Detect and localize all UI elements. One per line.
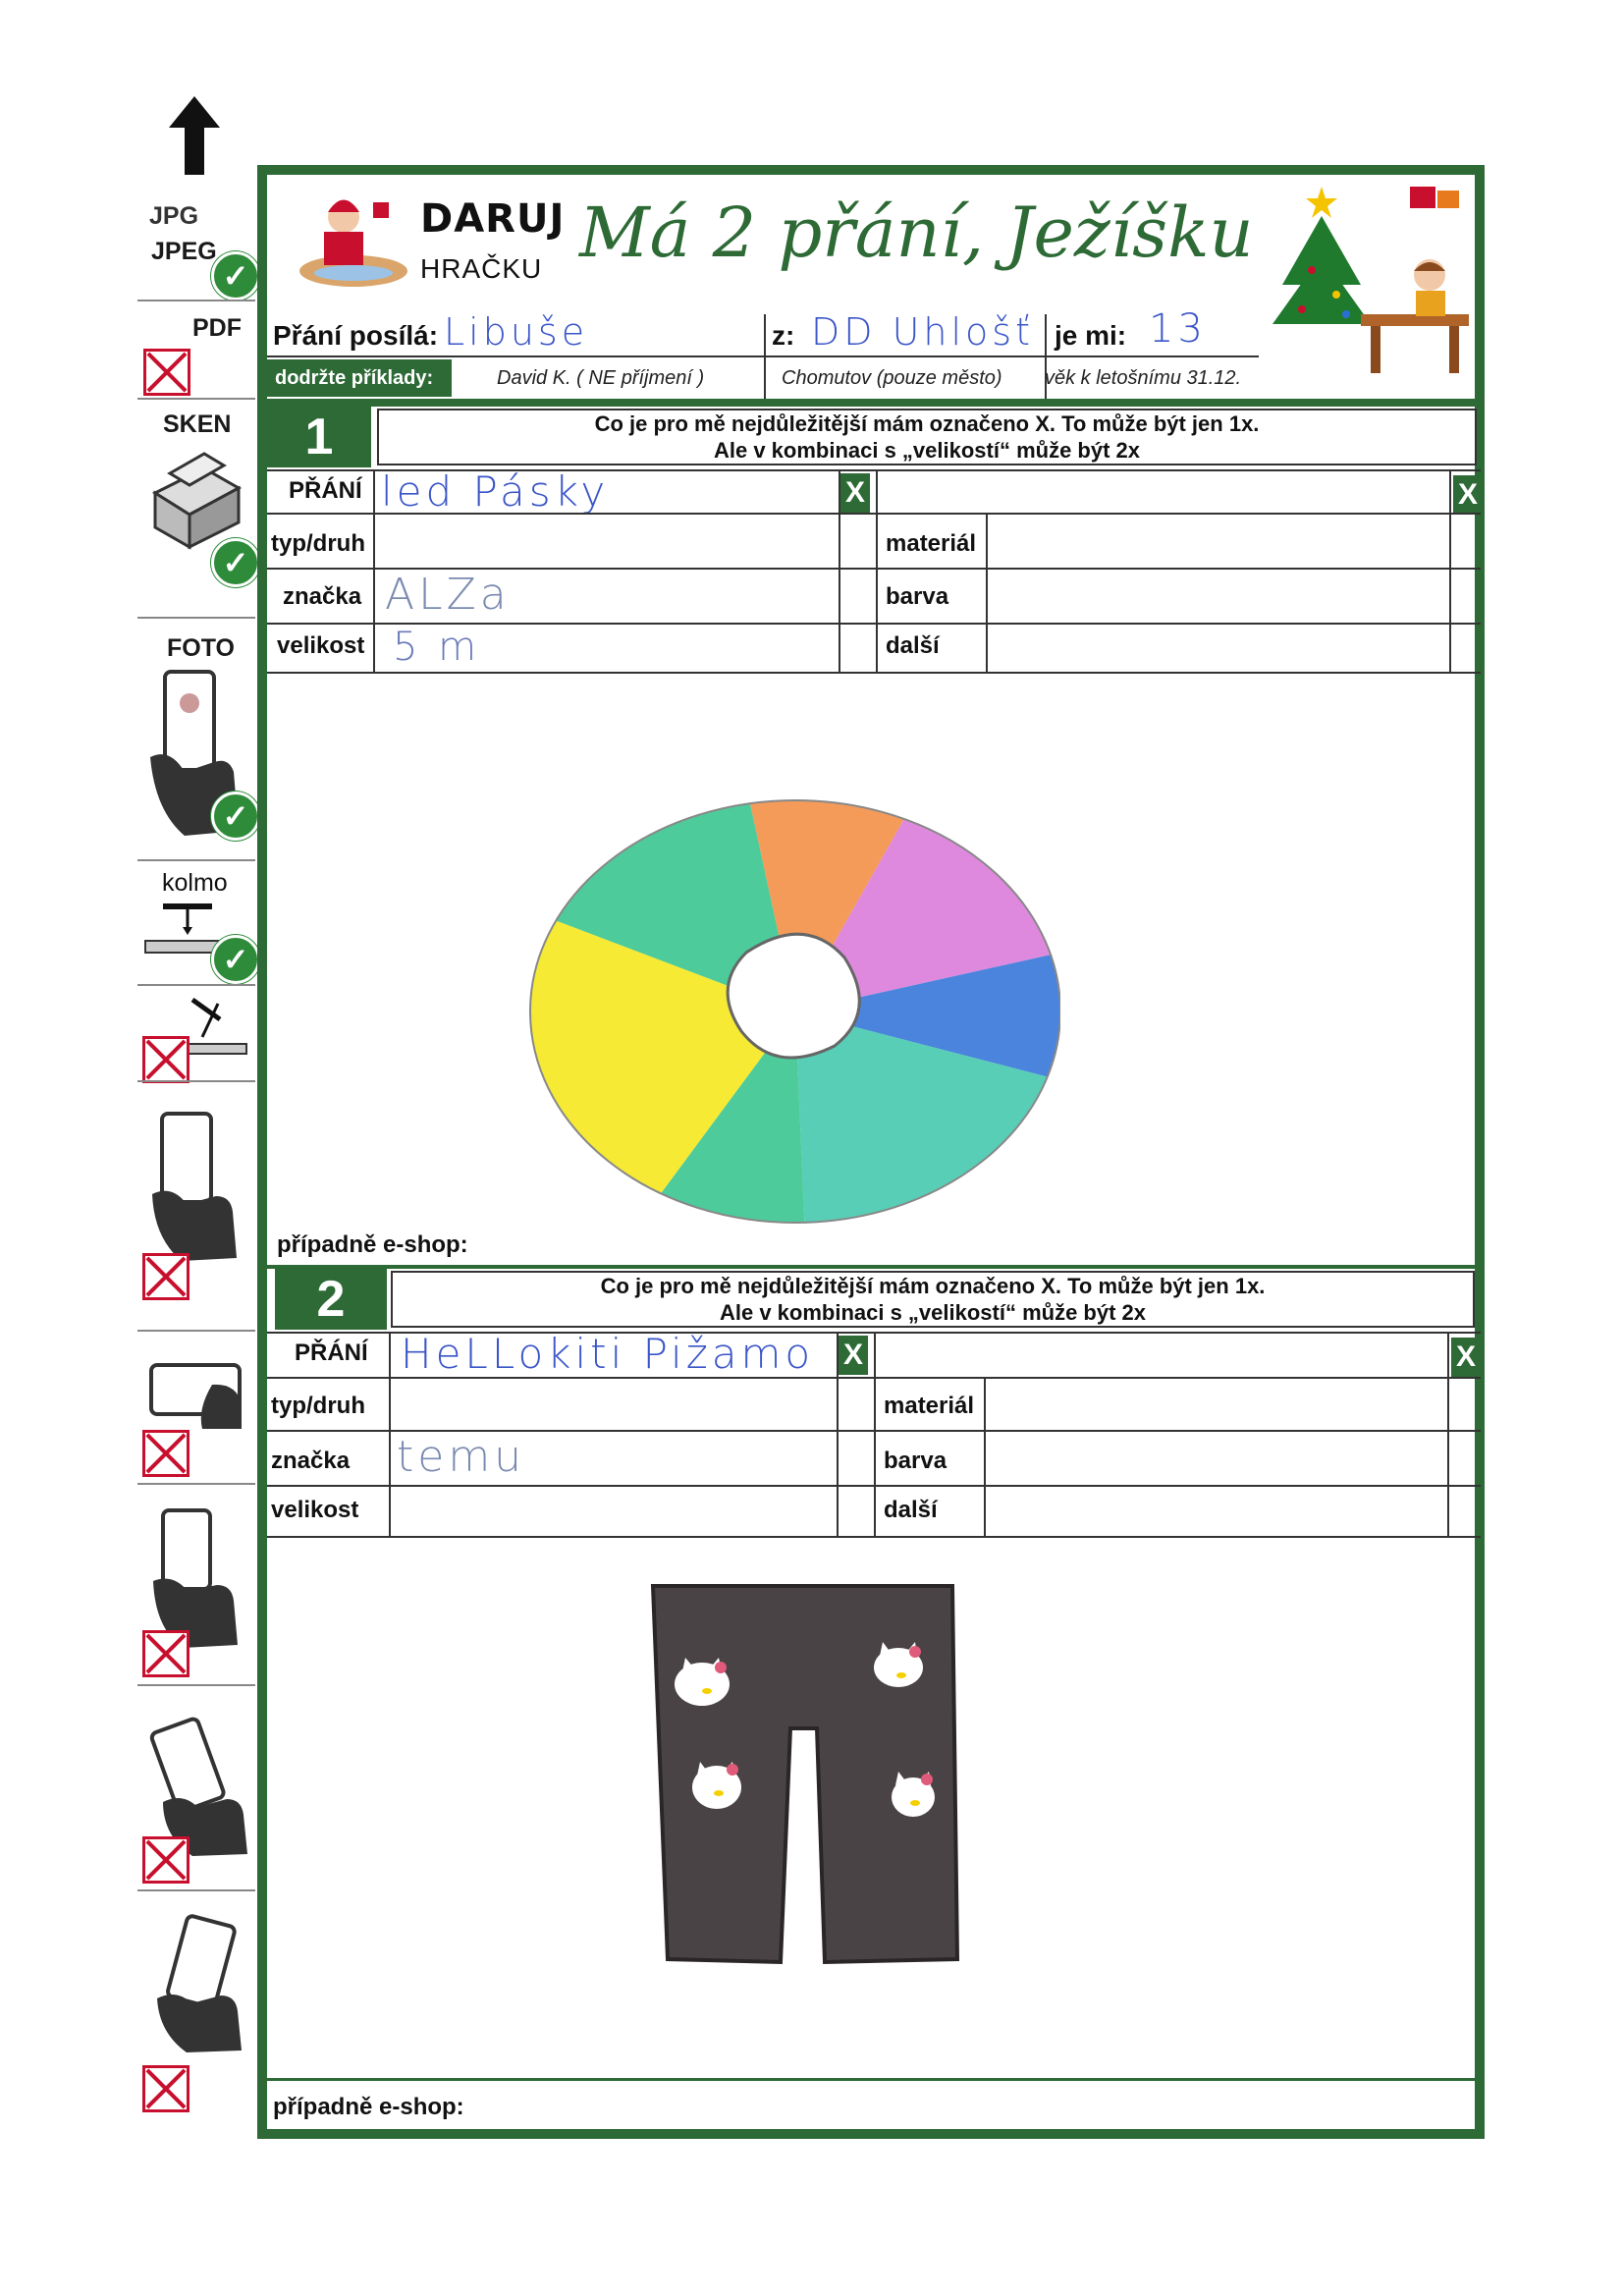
prani-label: PŘÁNÍ — [289, 477, 362, 504]
znacka-label: značka — [271, 1448, 351, 1474]
check-icon: ✓ — [211, 792, 260, 841]
legend-divider — [137, 984, 255, 986]
eshop-line — [267, 2078, 1481, 2081]
from-value: DD Uhlošť — [811, 310, 1035, 354]
legend-kolmo: kolmo — [162, 869, 228, 897]
phone-photo-icon — [143, 1503, 251, 1650]
legend-divider — [137, 398, 255, 400]
pajama-drawing — [648, 1581, 962, 1974]
check-icon: ✓ — [211, 538, 260, 587]
wish-table-line — [267, 672, 1481, 674]
sender-value: Libuše — [444, 310, 589, 354]
wish-info-line2: Ale v kombinaci s „velikostí“ může být 2x — [713, 438, 1141, 463]
header-line — [267, 355, 1259, 357]
wish-table-col — [1447, 1332, 1449, 1536]
wish-table-col — [837, 1332, 839, 1536]
cross-icon — [142, 1630, 189, 1677]
znacka-label: značka — [283, 583, 362, 610]
wish-table-col — [389, 1332, 391, 1536]
wish-table-col — [876, 469, 878, 672]
barva-label: barva — [884, 1448, 947, 1474]
priority-x-marker: X — [839, 1336, 868, 1375]
santa-logo-icon — [295, 183, 412, 291]
phone-angled-icon — [147, 1905, 255, 2052]
wish-number: 1 — [267, 407, 371, 467]
wish-table-line — [267, 1536, 1481, 1538]
wish-info-line2: Ale v kombinaci s „velikostí“ může být 2x — [719, 1300, 1147, 1325]
cross-icon — [142, 1430, 189, 1477]
priority-x-marker: X — [840, 473, 870, 513]
wish-table-col — [839, 469, 840, 672]
example-age: věk k letošnímu 31.12. — [1045, 367, 1242, 389]
dalsi-label: další — [884, 1497, 938, 1523]
priority-x-marker: X — [1451, 1338, 1481, 1377]
typ-label: typ/druh — [271, 1393, 365, 1419]
legend-sken: SKEN — [163, 410, 232, 438]
wish-info — [377, 409, 1477, 465]
examples-label: dodržte příklady: — [267, 359, 452, 397]
priority-x-marker: X — [1453, 475, 1483, 515]
legend-divider — [137, 1483, 255, 1485]
wish-info — [391, 1271, 1475, 1328]
cross-icon — [142, 1836, 189, 1884]
barva-label: barva — [886, 583, 949, 610]
example-name: David K. ( NE příjmení ) — [497, 367, 705, 389]
wish-info-line1: Co je pro mě nejdůležitější mám označeno X. To může být jen 1x. — [594, 411, 1260, 436]
legend-pdf: PDF — [192, 314, 242, 342]
velikost-label: velikost — [271, 1497, 359, 1523]
christmas-tree-icon — [1263, 177, 1479, 393]
znacka-value: temu — [397, 1432, 526, 1482]
led-strip-drawing — [511, 786, 1060, 1237]
material-label: materiál — [884, 1393, 975, 1419]
velikost-label: velikost — [277, 632, 365, 659]
logo-daruj: DARUJ — [420, 196, 566, 242]
cross-icon — [142, 2065, 189, 2112]
phone-photo-icon — [142, 1106, 250, 1263]
typ-label: typ/druh — [271, 530, 365, 557]
phone-landscape-icon — [143, 1355, 251, 1434]
prani-value: led Pásky — [381, 467, 610, 516]
velikost-value: 5 m — [393, 625, 481, 670]
wish-table-line — [267, 513, 1481, 515]
scanner-icon — [145, 444, 244, 552]
sender-label: Přání posílá: — [273, 320, 439, 351]
check-icon: ✓ — [211, 935, 260, 984]
legend-divider — [137, 1889, 255, 1891]
phone-angled-icon — [143, 1709, 261, 1856]
header-divider — [764, 314, 766, 399]
legend-divider — [137, 300, 255, 301]
wish-table-col — [874, 1332, 876, 1536]
legend-divider — [137, 1080, 255, 1082]
legend-divider — [137, 1330, 255, 1332]
prani-label: PŘÁNÍ — [295, 1339, 368, 1366]
logo-hracku: HRAČKU — [420, 253, 543, 284]
wish-separator — [267, 1265, 1481, 1269]
eshop-label: případně e-shop: — [273, 2094, 464, 2120]
from-label: z: — [772, 320, 795, 351]
cross-icon — [143, 349, 190, 396]
legend-jpeg: JPEG — [151, 238, 217, 265]
example-city: Chomutov (pouze město) — [782, 367, 1002, 389]
prani-value: HeLLokiti Pižamo — [401, 1330, 815, 1378]
cross-icon — [142, 1036, 189, 1083]
age-value: 13 — [1149, 306, 1207, 352]
page-title: Má 2 přání, Ježíšku — [579, 192, 1254, 273]
legend-foto: FOTO — [167, 634, 235, 662]
age-label: je mi: — [1055, 320, 1127, 351]
check-icon: ✓ — [211, 251, 260, 301]
wish-table-col — [984, 1377, 986, 1536]
legend-divider — [137, 1684, 255, 1686]
legend-divider — [137, 617, 255, 619]
wish-table-col — [986, 513, 988, 672]
header-bottom-line — [267, 399, 1475, 407]
dalsi-label: další — [886, 632, 940, 659]
arrow-up-icon — [169, 96, 220, 175]
eshop-label: případně e-shop: — [277, 1231, 468, 1258]
wish-info-line1: Co je pro mě nejdůležitější mám označeno X. To může být jen 1x. — [600, 1274, 1266, 1298]
legend-jpg: JPG — [149, 202, 199, 230]
znacka-value: ALZa — [385, 570, 511, 620]
legend-divider — [137, 859, 255, 861]
material-label: materiál — [886, 530, 977, 557]
wish-number: 2 — [275, 1269, 387, 1330]
wish-table-col — [1449, 469, 1451, 672]
cross-icon — [142, 1253, 189, 1300]
wish-table-col — [373, 469, 375, 672]
